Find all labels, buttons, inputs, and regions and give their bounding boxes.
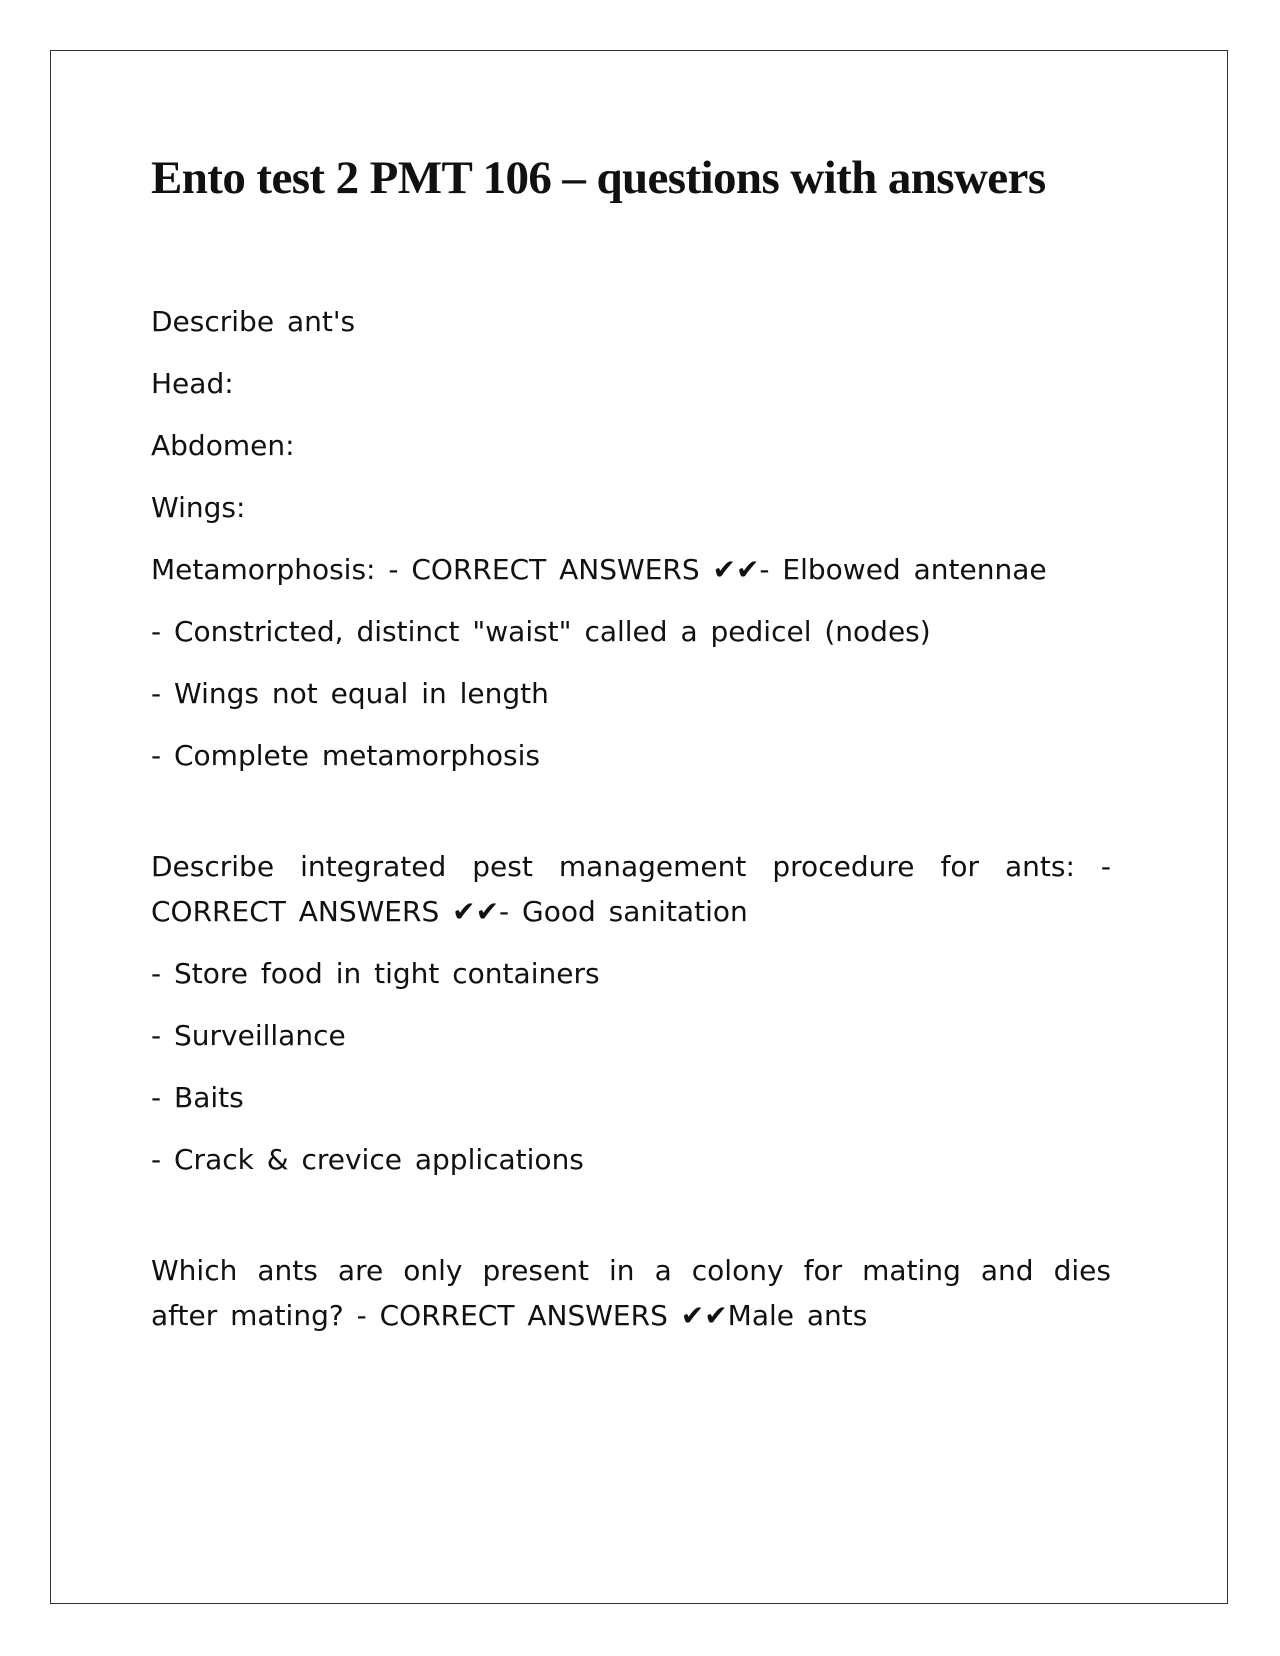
answer-text-line: - Baits xyxy=(151,1081,244,1114)
question-answer-line: Describe integrated pest management procedure for ants: - CORRECT ANSWERS ✔✔- Good sanitation xyxy=(151,850,1111,928)
answer-text-line: - Complete metamorphosis xyxy=(151,739,541,772)
answer-text-line: - Wings not equal in length xyxy=(151,677,549,710)
answer-text-line: Metamorphosis: - CORRECT ANSWERS ✔✔- Elbowed antennae xyxy=(151,553,1047,586)
document-page xyxy=(50,50,1228,1604)
question-answer-line: Which ants are only present in a colony for mating and dies after mating? - CORRECT ANSWERS ✔✔Male ants xyxy=(151,1254,1111,1332)
question-text-line: Head: xyxy=(151,367,234,400)
question-block-ipm xyxy=(151,844,1111,1182)
question-block-ant-anatomy xyxy=(151,299,1111,778)
answer-text-line: - Constricted, distinct "waist" called a pedicel (nodes) xyxy=(151,615,931,648)
question-text-line: Describe ant's xyxy=(151,305,356,338)
answer-text-line: - Surveillance xyxy=(151,1019,346,1052)
question-text-line: Abdomen: xyxy=(151,429,295,462)
document-content xyxy=(151,151,1111,1404)
answer-text-line: - Store food in tight containers xyxy=(151,957,600,990)
answer-text-line: - Crack & crevice applications xyxy=(151,1143,584,1176)
document-title: Ento test 2 PMT 106 – questions with answers xyxy=(151,152,1046,204)
question-block-male-ants xyxy=(151,1248,1111,1338)
question-text-line: Wings: xyxy=(151,491,246,524)
